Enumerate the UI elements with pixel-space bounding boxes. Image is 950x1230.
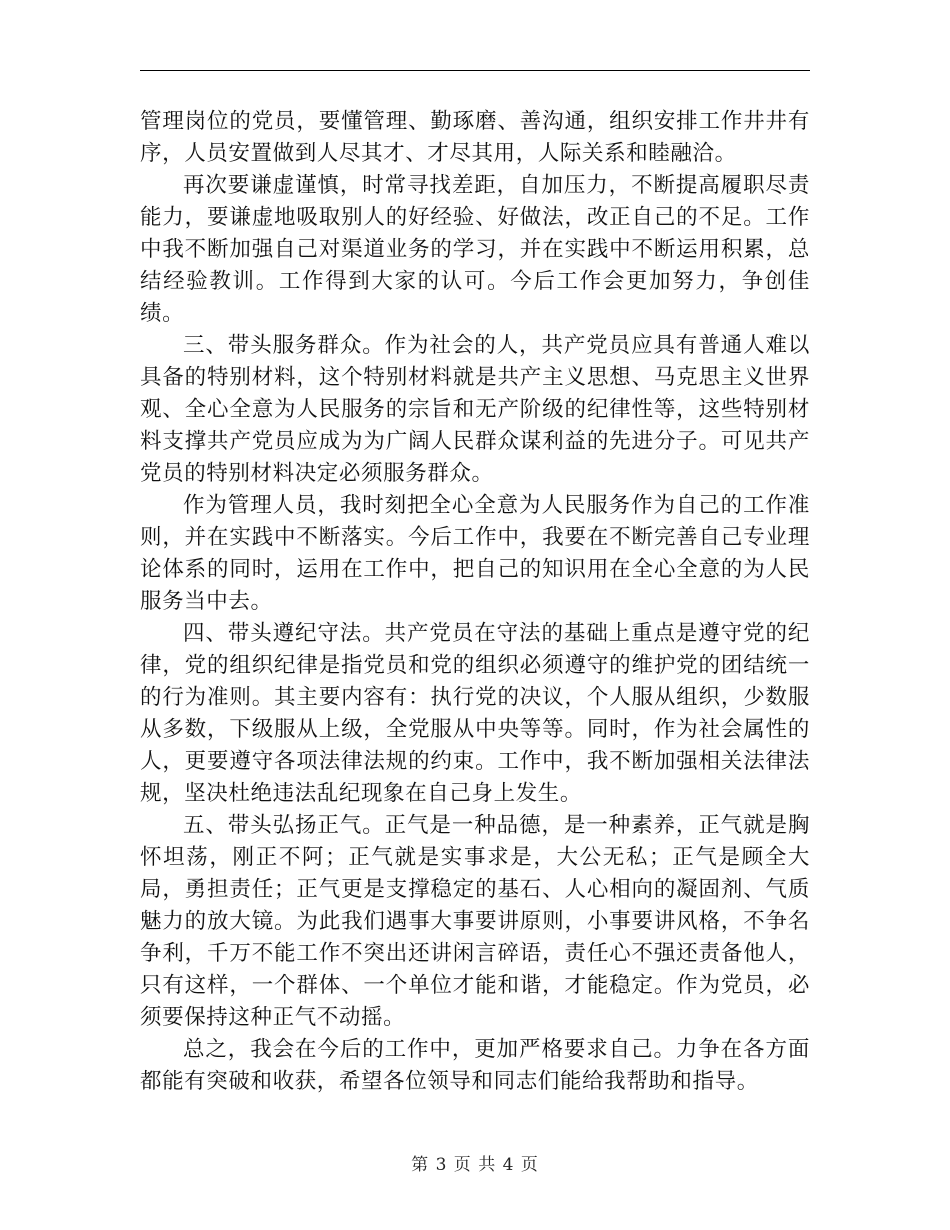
header-rule	[140, 70, 810, 71]
paragraph-section-three: 三、带头服务群众。作为社会的人，共产党员应具有普通人难以具备的特别材料，这个特别材料就是共产主义思想、马克思主义世界观、全心全意为人民服务的宗旨和无产阶级的纪律性等，这些特别材料支撑共产党员应成为为广阔人民群众谋利益的先进分子。可见共产党员的特别材料决定必须服务群众。	[140, 333, 810, 486]
document-body	[140, 106, 810, 1098]
paragraph-conclusion: 总之，我会在今后的工作中，更加严格要求自己。力争在各方面都能有突破和收获，希望各位领导和同志们能给我帮助和指导。	[140, 1037, 810, 1094]
paragraph-section-four: 四、带头遵纪守法。共产党员在守法的基础上重点是遵守党的纪律，党的组织纪律是指党员和党的组织必须遵守的维护党的团结统一的行为准则。其主要内容有：执行党的决议，个人服从组织，少数服从多数，下级服从上级，全党服从中央等等。同时，作为社会属性的人，更要遵守各项法律法规的约束。工作中，我不断加强相关法律法规，坚决杜绝违法乱纪现象在自己身上发生。	[140, 621, 810, 806]
page-number: 第 3 页 共 4 页	[411, 1155, 539, 1175]
paragraph-continued: 管理岗位的党员，要懂管理、勤琢磨、善沟通，组织安排工作井井有序，人员安置做到人尽其才、才尽其用，人际关系和睦融洽。	[140, 109, 810, 166]
paragraph-section-five: 五、带头弘扬正气。正气是一种品德，是一种素养，正气就是胸怀坦荡，刚正不阿；正气就是实事求是，大公无私；正气是顾全大局，勇担责任；正气更是支撑稳定的基石、人心相向的凝固剂、气质魅力的放大镜。为此我们遇事大事要讲原则，小事要讲风格，不争名争利，千万不能工作不突出还讲闲言碎语，责任心不强还责备他人，只有这样，一个群体、一个单位才能和谐，才能稳定。作为党员，必须要保持这种正气不动摇。	[140, 813, 810, 1030]
paragraph-modesty: 再次要谦虚谨慎，时常寻找差距，自加压力，不断提高履职尽责能力，要谦虚地吸取别人的好经验、好做法，改正自己的不足。工作中我不断加强自己对渠道业务的学习，并在实践中不断运用积累，总结经验教训。工作得到大家的认可。今后工作会更加努力，争创佳绩。	[140, 173, 810, 326]
paragraph-management: 作为管理人员，我时刻把全心全意为人民服务作为自己的工作准则，并在实践中不断落实。今后工作中，我要在不断完善自己专业理论体系的同时，运用在工作中，把自己的知识用在全心全意的为人民服务当中去。	[140, 493, 810, 614]
